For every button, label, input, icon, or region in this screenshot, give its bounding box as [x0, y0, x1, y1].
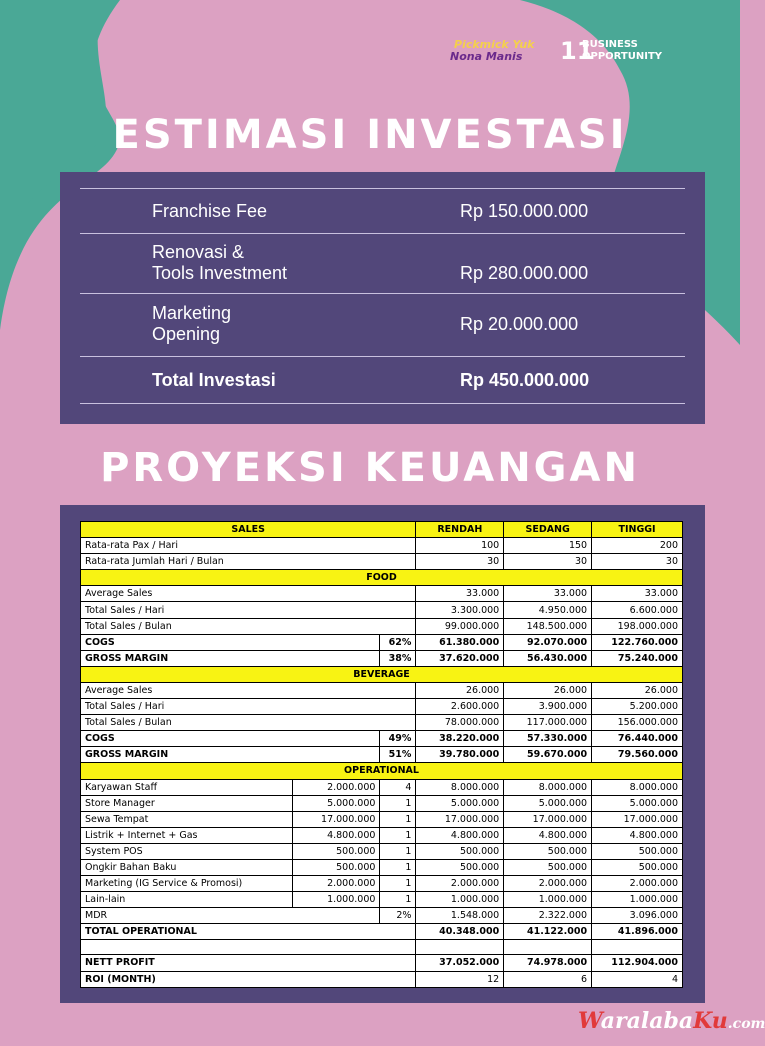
row-label: Total Sales / Hari: [81, 602, 416, 618]
cell-mid: 4.950.000: [504, 602, 592, 618]
table-row: [81, 602, 683, 618]
cell-high: 3.096.000: [592, 908, 683, 924]
divider: [80, 356, 685, 357]
investment-value-franchise: Rp 150.000.000: [460, 201, 589, 221]
cell-mid: 17.000.000: [504, 811, 592, 827]
cell-mid: 2.322.000: [504, 908, 592, 924]
row-label: Store Manager: [81, 795, 293, 811]
cell-high: 2.000.000: [592, 876, 683, 892]
table-header-row: [81, 522, 683, 538]
projection-table: [80, 521, 683, 988]
cell-high: 6.600.000: [592, 602, 683, 618]
tag-line-2: OPPORTUNITY: [582, 51, 663, 62]
cell-qty: 1: [380, 811, 416, 827]
cell-qty: 1: [380, 843, 416, 859]
cell-low: 12: [416, 971, 504, 987]
row-label: System POS: [81, 843, 293, 859]
row-label: COGS: [81, 731, 380, 747]
row-label: Average Sales: [81, 682, 416, 698]
section-header-operational: [81, 763, 683, 779]
section-title: OPERATIONAL: [81, 763, 683, 779]
watermark: [578, 1008, 765, 1034]
row-label: Total Sales / Bulan: [81, 715, 416, 731]
row-label: GROSS MARGIN: [81, 650, 380, 666]
cell-mid: 148.500.000: [504, 618, 592, 634]
row-label: GROSS MARGIN: [81, 747, 380, 763]
row-label: Karyawan Staff: [81, 779, 293, 795]
investment-label-renovation: Renovasi & Tools Investment: [152, 242, 288, 283]
table-row: [81, 554, 683, 570]
section-title: FOOD: [81, 570, 683, 586]
row-label: ROI (MONTH): [81, 971, 416, 987]
cell-high: 500.000: [592, 843, 683, 859]
table-row: [81, 892, 683, 908]
investment-label-franchise: Franchise Fee: [152, 201, 268, 221]
row-label: Rata-rata Jumlah Hari / Bulan: [81, 554, 416, 570]
cell-unit: 500.000: [292, 859, 380, 875]
investment-label-marketing: Marketing Opening: [152, 303, 232, 344]
row-label: COGS: [81, 634, 380, 650]
cell-mid: 117.000.000: [504, 715, 592, 731]
logo-text-top: Pickmick Yuk: [454, 38, 535, 51]
table-row: [81, 538, 683, 554]
cell-mid: 4.800.000: [504, 827, 592, 843]
cell-mid: 3.900.000: [504, 699, 592, 715]
cell-mid: 92.070.000: [504, 634, 592, 650]
cell-high: 30: [592, 554, 683, 570]
cell-high: 5.200.000: [592, 699, 683, 715]
empty-cell: [81, 940, 416, 955]
cell-low: 1.000.000: [416, 892, 504, 908]
row-label: NETT PROFIT: [81, 955, 416, 971]
cell-high: 41.896.000: [592, 924, 683, 940]
row-label: TOTAL OPERATIONAL: [81, 924, 416, 940]
brand-number: 11: [560, 37, 594, 65]
cell-low: 78.000.000: [416, 715, 504, 731]
cell-pct: 2%: [380, 908, 416, 924]
cell-low: 500.000: [416, 859, 504, 875]
cell-high: 200: [592, 538, 683, 554]
cell-mid: 1.000.000: [504, 892, 592, 908]
cell-high: 112.904.000: [592, 955, 683, 971]
cell-unit: 2.000.000: [292, 779, 380, 795]
cell-high: 198.000.000: [592, 618, 683, 634]
cell-high: 4.800.000: [592, 827, 683, 843]
spacer-row: [81, 940, 683, 955]
cell-high: 8.000.000: [592, 779, 683, 795]
row-label: Sewa Tempat: [81, 811, 293, 827]
cell-low: 500.000: [416, 843, 504, 859]
cell-mid: 57.330.000: [504, 731, 592, 747]
cell-low: 40.348.000: [416, 924, 504, 940]
divider: [80, 403, 685, 404]
cell-low: 5.000.000: [416, 795, 504, 811]
cell-mid: 8.000.000: [504, 779, 592, 795]
table-row: [81, 955, 683, 971]
cell-mid: 150: [504, 538, 592, 554]
empty-cell: [416, 940, 504, 955]
cell-high: 26.000: [592, 682, 683, 698]
header-sales: SALES: [81, 522, 416, 538]
investment-label-total: Total Investasi: [152, 370, 276, 390]
table-row: [81, 827, 683, 843]
cell-unit: 4.800.000: [292, 827, 380, 843]
cell-low: 61.380.000: [416, 634, 504, 650]
row-label: Listrik + Internet + Gas: [81, 827, 293, 843]
investment-value-marketing: Rp 20.000.000: [460, 314, 579, 334]
watermark-initial: W: [578, 1008, 601, 1034]
cell-low: 3.300.000: [416, 602, 504, 618]
projection-title: PROYEKSI KEUANGAN: [100, 445, 640, 491]
table-row: [81, 586, 683, 602]
header-high: TINGGI: [592, 522, 683, 538]
header-low: RENDAH: [416, 522, 504, 538]
table-row: [81, 843, 683, 859]
cell-high: 156.000.000: [592, 715, 683, 731]
cell-high: 33.000: [592, 586, 683, 602]
empty-cell: [592, 940, 683, 955]
cell-high: 4: [592, 971, 683, 987]
table-row: [81, 908, 683, 924]
cell-low: 33.000: [416, 586, 504, 602]
row-label: Lain-lain: [81, 892, 293, 908]
cell-low: 30: [416, 554, 504, 570]
cell-mid: 41.122.000: [504, 924, 592, 940]
table-row: [81, 859, 683, 875]
cell-high: 17.000.000: [592, 811, 683, 827]
section-header-beverage: [81, 666, 683, 682]
row-label: Total Sales / Hari: [81, 699, 416, 715]
section-header-food: [81, 570, 683, 586]
watermark-main: aralaba: [600, 1008, 694, 1034]
cell-high: 122.760.000: [592, 634, 683, 650]
cell-high: 1.000.000: [592, 892, 683, 908]
table-row: [81, 971, 683, 987]
cell-unit: 1.000.000: [292, 892, 380, 908]
tag-line-1: BUSINESS: [582, 39, 638, 50]
logo-text-bottom: Nona Manis: [450, 50, 523, 63]
cell-pct: 62%: [380, 634, 416, 650]
cell-qty: 4: [380, 779, 416, 795]
cell-low: 8.000.000: [416, 779, 504, 795]
cell-mid: 33.000: [504, 586, 592, 602]
cell-mid: 59.670.000: [504, 747, 592, 763]
cell-high: 76.440.000: [592, 731, 683, 747]
divider: [80, 188, 685, 189]
cell-high: 79.560.000: [592, 747, 683, 763]
table-row: [81, 699, 683, 715]
divider: [80, 233, 685, 234]
table-row: [81, 876, 683, 892]
investment-value-renovation: Rp 280.000.000: [460, 263, 589, 283]
cell-pct: 49%: [380, 731, 416, 747]
row-label: Ongkir Bahan Baku: [81, 859, 293, 875]
cell-low: 99.000.000: [416, 618, 504, 634]
cell-low: 1.548.000: [416, 908, 504, 924]
table-row: [81, 618, 683, 634]
cell-mid: 500.000: [504, 859, 592, 875]
cell-mid: 6: [504, 971, 592, 987]
row-label: Average Sales: [81, 586, 416, 602]
cell-mid: 56.430.000: [504, 650, 592, 666]
cell-low: 17.000.000: [416, 811, 504, 827]
cell-mid: 30: [504, 554, 592, 570]
cell-low: 39.780.000: [416, 747, 504, 763]
cell-low: 2.000.000: [416, 876, 504, 892]
cell-qty: 1: [380, 876, 416, 892]
table-row: [81, 682, 683, 698]
watermark-ku: Ku: [693, 1008, 728, 1034]
table-row: [81, 924, 683, 940]
cell-qty: 1: [380, 795, 416, 811]
cell-high: 75.240.000: [592, 650, 683, 666]
watermark-domain: .com: [727, 1016, 765, 1032]
row-label: MDR: [81, 908, 380, 924]
cell-low: 37.052.000: [416, 955, 504, 971]
cell-qty: 1: [380, 892, 416, 908]
investment-title: ESTIMASI INVESTASI: [112, 112, 628, 158]
table-row: [81, 650, 683, 666]
cell-qty: 1: [380, 859, 416, 875]
cell-mid: 26.000: [504, 682, 592, 698]
cell-low: 26.000: [416, 682, 504, 698]
table-row: [81, 779, 683, 795]
table-row: [81, 731, 683, 747]
table-row: [81, 634, 683, 650]
cell-high: 500.000: [592, 859, 683, 875]
investment-value-total: Rp 450.000.000: [460, 370, 590, 390]
cell-low: 2.600.000: [416, 699, 504, 715]
section-title: BEVERAGE: [81, 666, 683, 682]
cell-pct: 51%: [380, 747, 416, 763]
row-label: Rata-rata Pax / Hari: [81, 538, 416, 554]
cell-mid: 500.000: [504, 843, 592, 859]
cell-mid: 5.000.000: [504, 795, 592, 811]
investment-panel: [60, 172, 705, 424]
cell-mid: 2.000.000: [504, 876, 592, 892]
table-row: [81, 811, 683, 827]
cell-low: 37.620.000: [416, 650, 504, 666]
row-label: Marketing (IG Service & Promosi): [81, 876, 293, 892]
business-opportunity-tag: [582, 39, 662, 63]
table-row: [81, 715, 683, 731]
divider: [80, 293, 685, 294]
header-mid: SEDANG: [504, 522, 592, 538]
table-row: [81, 747, 683, 763]
cell-unit: 2.000.000: [292, 876, 380, 892]
row-label: Total Sales / Bulan: [81, 618, 416, 634]
cell-high: 5.000.000: [592, 795, 683, 811]
cell-unit: 500.000: [292, 843, 380, 859]
cell-pct: 38%: [380, 650, 416, 666]
empty-cell: [504, 940, 592, 955]
table-row: [81, 795, 683, 811]
cell-mid: 74.978.000: [504, 955, 592, 971]
brand-logo: [446, 36, 551, 66]
cell-low: 4.800.000: [416, 827, 504, 843]
cell-low: 38.220.000: [416, 731, 504, 747]
cell-qty: 1: [380, 827, 416, 843]
cell-unit: 5.000.000: [292, 795, 380, 811]
cell-low: 100: [416, 538, 504, 554]
cell-unit: 17.000.000: [292, 811, 380, 827]
